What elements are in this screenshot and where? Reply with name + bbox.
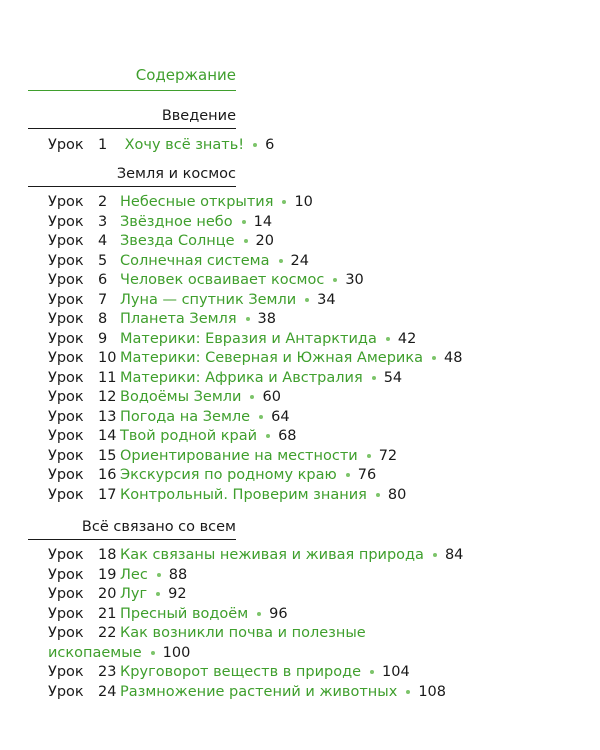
- lesson-title[interactable]: Как связаны неживая и живая природа: [120, 547, 424, 563]
- lesson-row[interactable]: [48, 271, 462, 291]
- lesson-label: Урок: [48, 664, 84, 680]
- lesson-row[interactable]: [48, 369, 462, 389]
- lesson-page: 42: [397, 330, 417, 347]
- lesson-label: Урок: [48, 194, 84, 210]
- lesson-page: 96: [269, 605, 288, 622]
- bullet-dot-icon: [266, 434, 270, 438]
- lesson-label: Урок: [48, 137, 84, 153]
- lesson-number: 23: [98, 664, 117, 680]
- lesson-title[interactable]: Ориентирование на местности: [120, 447, 358, 464]
- lesson-title[interactable]: Планета Земля: [120, 311, 237, 327]
- bullet-dot-icon: [406, 690, 410, 694]
- bullet-dot-icon: [372, 376, 376, 380]
- section-title-everything-connected: Всё связано со всем: [28, 519, 236, 540]
- lesson-row[interactable]: [48, 310, 462, 330]
- lesson-label: Урок: [48, 547, 84, 563]
- lesson-number: 11: [98, 369, 117, 386]
- lesson-number: 21: [98, 605, 117, 622]
- lesson-title[interactable]: Размножение растений и животных: [120, 683, 398, 700]
- lesson-page: 60: [262, 389, 281, 405]
- bullet-dot-icon: [246, 317, 250, 321]
- lesson-number: 19: [98, 566, 117, 583]
- lesson-number: 15: [98, 447, 117, 464]
- lesson-title[interactable]: Твой родной край: [120, 428, 258, 444]
- lesson-number: 9: [98, 330, 108, 347]
- lesson-label: Урок: [48, 683, 84, 700]
- lesson-number: 1: [98, 137, 108, 153]
- section-title-earth-space: Земля и космос: [28, 166, 236, 187]
- bullet-dot-icon: [279, 259, 283, 263]
- lesson-page: 54: [383, 369, 403, 386]
- lesson-title[interactable]: Водоёмы Земли: [120, 389, 242, 405]
- lesson-page: 104: [382, 664, 410, 680]
- lesson-title[interactable]: Погода на Земле: [120, 408, 251, 425]
- lesson-title-continuation[interactable]: ископаемые: [48, 644, 142, 661]
- lesson-label: Урок: [48, 625, 84, 641]
- lesson-title[interactable]: Круговорот веществ в природе: [120, 664, 362, 680]
- bullet-dot-icon: [151, 651, 155, 655]
- lesson-title[interactable]: Солнечная система: [120, 252, 270, 269]
- section-title-introduction: Введение: [28, 108, 236, 129]
- bullet-dot-icon: [433, 553, 437, 557]
- bullet-dot-icon: [370, 670, 374, 674]
- section-earth-space-list: [48, 193, 462, 505]
- lesson-row[interactable]: [48, 349, 462, 369]
- lesson-label: Урок: [48, 272, 84, 288]
- lesson-label: Урок: [48, 291, 84, 308]
- bullet-dot-icon: [250, 395, 254, 399]
- lesson-label: Урок: [48, 428, 84, 444]
- lesson-number: 22: [98, 625, 117, 641]
- lesson-page: 92: [168, 586, 187, 602]
- bullet-dot-icon: [367, 454, 371, 458]
- lesson-row[interactable]: [48, 291, 462, 311]
- bullet-dot-icon: [253, 143, 257, 147]
- bullet-dot-icon: [257, 612, 261, 616]
- lesson-number: 24: [98, 683, 117, 700]
- bullet-dot-icon: [333, 278, 337, 282]
- lesson-page: 88: [168, 566, 188, 583]
- lesson-page: 80: [387, 486, 407, 503]
- lesson-title[interactable]: Человек осваивает космос: [120, 272, 325, 288]
- bullet-dot-icon: [157, 573, 161, 577]
- lesson-row[interactable]: [48, 330, 462, 350]
- lesson-label: Урок: [48, 252, 84, 269]
- bullet-dot-icon: [346, 473, 350, 477]
- lesson-page: 68: [278, 428, 297, 444]
- lesson-label: Урок: [48, 605, 84, 622]
- lesson-row[interactable]: [48, 213, 462, 233]
- lesson-label: Урок: [48, 408, 84, 425]
- lesson-title[interactable]: Материки: Северная и Южная Америка: [120, 350, 423, 366]
- lesson-page: 76: [357, 467, 377, 483]
- lesson-label: Урок: [48, 350, 84, 366]
- lesson-row[interactable]: [48, 252, 462, 272]
- lesson-page: 30: [345, 272, 364, 288]
- lesson-label: Урок: [48, 369, 84, 386]
- toc-title: Содержание: [28, 66, 236, 91]
- lesson-label: Урок: [48, 447, 84, 464]
- lesson-title[interactable]: Звёздное небо: [120, 213, 233, 230]
- lesson-label: Урок: [48, 486, 84, 503]
- lesson-row[interactable]: [48, 447, 462, 467]
- lesson-label: Урок: [48, 213, 84, 230]
- lesson-label: Урок: [48, 311, 84, 327]
- lesson-number: 2: [98, 194, 108, 210]
- lesson-title[interactable]: Материки: Евразия и Антарктида: [120, 330, 377, 347]
- lesson-row[interactable]: [48, 663, 463, 683]
- lesson-row[interactable]: [48, 232, 462, 252]
- lesson-title[interactable]: Хочу всё знать!: [124, 137, 245, 153]
- bullet-dot-icon: [432, 356, 436, 360]
- section-everything-connected-list: [48, 546, 463, 702]
- lesson-row[interactable]: [48, 466, 462, 486]
- lesson-page: 48: [443, 350, 463, 366]
- lesson-title[interactable]: Экскурсия по родному краю: [120, 467, 337, 483]
- bullet-dot-icon: [244, 239, 248, 243]
- lesson-title[interactable]: Материки: Африка и Австралия: [120, 369, 363, 386]
- lesson-title[interactable]: Небесные открытия: [120, 194, 274, 210]
- lesson-title[interactable]: Как возникли почва и полезные: [120, 625, 366, 641]
- lesson-page: 84: [444, 547, 464, 563]
- lesson-row[interactable]: [48, 546, 463, 566]
- lesson-label: Урок: [48, 233, 84, 249]
- lesson-title[interactable]: Луна — спутник Земли: [120, 291, 297, 308]
- lesson-number: 7: [98, 291, 108, 308]
- lesson-title[interactable]: Контрольный. Проверим знания: [120, 486, 367, 503]
- lesson-page: 34: [317, 291, 336, 308]
- bullet-dot-icon: [156, 592, 160, 596]
- bullet-dot-icon: [305, 298, 309, 302]
- lesson-row[interactable]: [48, 585, 463, 605]
- lesson-number: 10: [98, 350, 117, 366]
- lesson-row[interactable]: [48, 566, 463, 586]
- lesson-row[interactable]: [48, 193, 462, 213]
- lesson-page: 14: [253, 213, 273, 230]
- lesson-page: 20: [255, 233, 274, 249]
- lesson-row[interactable]: [48, 408, 462, 428]
- bullet-dot-icon: [242, 220, 246, 224]
- lesson-page: 64: [271, 408, 290, 425]
- lesson-number: 14: [98, 428, 117, 444]
- lesson-row[interactable]: [48, 605, 463, 625]
- bullet-dot-icon: [259, 415, 263, 419]
- lesson-number: 20: [98, 586, 117, 602]
- lesson-number: 5: [98, 252, 108, 269]
- lesson-page: 100: [162, 644, 191, 661]
- lesson-label: Урок: [48, 467, 84, 483]
- lesson-row[interactable]: [48, 624, 463, 644]
- lesson-number: 6: [98, 272, 108, 288]
- lesson-label: Урок: [48, 586, 84, 602]
- lesson-number: 8: [98, 311, 108, 327]
- lesson-row-continuation[interactable]: [48, 644, 463, 664]
- bullet-dot-icon: [376, 493, 380, 497]
- lesson-number: 17: [98, 486, 117, 503]
- lesson-page: 10: [294, 194, 313, 210]
- lesson-page: 72: [378, 447, 398, 464]
- lesson-page: 24: [290, 252, 309, 269]
- lesson-row[interactable]: [48, 388, 462, 408]
- lesson-title[interactable]: Лес: [120, 566, 148, 583]
- lesson-label: Урок: [48, 330, 84, 347]
- lesson-page: 38: [257, 311, 276, 327]
- lesson-number: 18: [98, 547, 117, 563]
- lesson-label: Урок: [48, 566, 84, 583]
- bullet-dot-icon: [386, 337, 390, 341]
- lesson-number: 3: [98, 213, 108, 230]
- lesson-number: 4: [98, 233, 108, 249]
- lesson-page: 6: [265, 137, 275, 153]
- lesson-row[interactable]: [48, 486, 462, 506]
- lesson-label: Урок: [48, 389, 84, 405]
- lesson-number: 12: [98, 389, 117, 405]
- lesson-number: 16: [98, 467, 117, 483]
- section-introduction-list: [48, 136, 274, 156]
- lesson-title[interactable]: Пресный водоём: [120, 605, 249, 622]
- lesson-row[interactable]: [48, 136, 274, 156]
- lesson-title[interactable]: Звезда Солнце: [120, 233, 235, 249]
- lesson-row[interactable]: [48, 427, 462, 447]
- lesson-row[interactable]: [48, 683, 463, 703]
- lesson-title[interactable]: Луг: [120, 586, 148, 602]
- lesson-page: 108: [418, 683, 446, 700]
- lesson-number: 13: [98, 408, 117, 425]
- bullet-dot-icon: [282, 200, 286, 204]
